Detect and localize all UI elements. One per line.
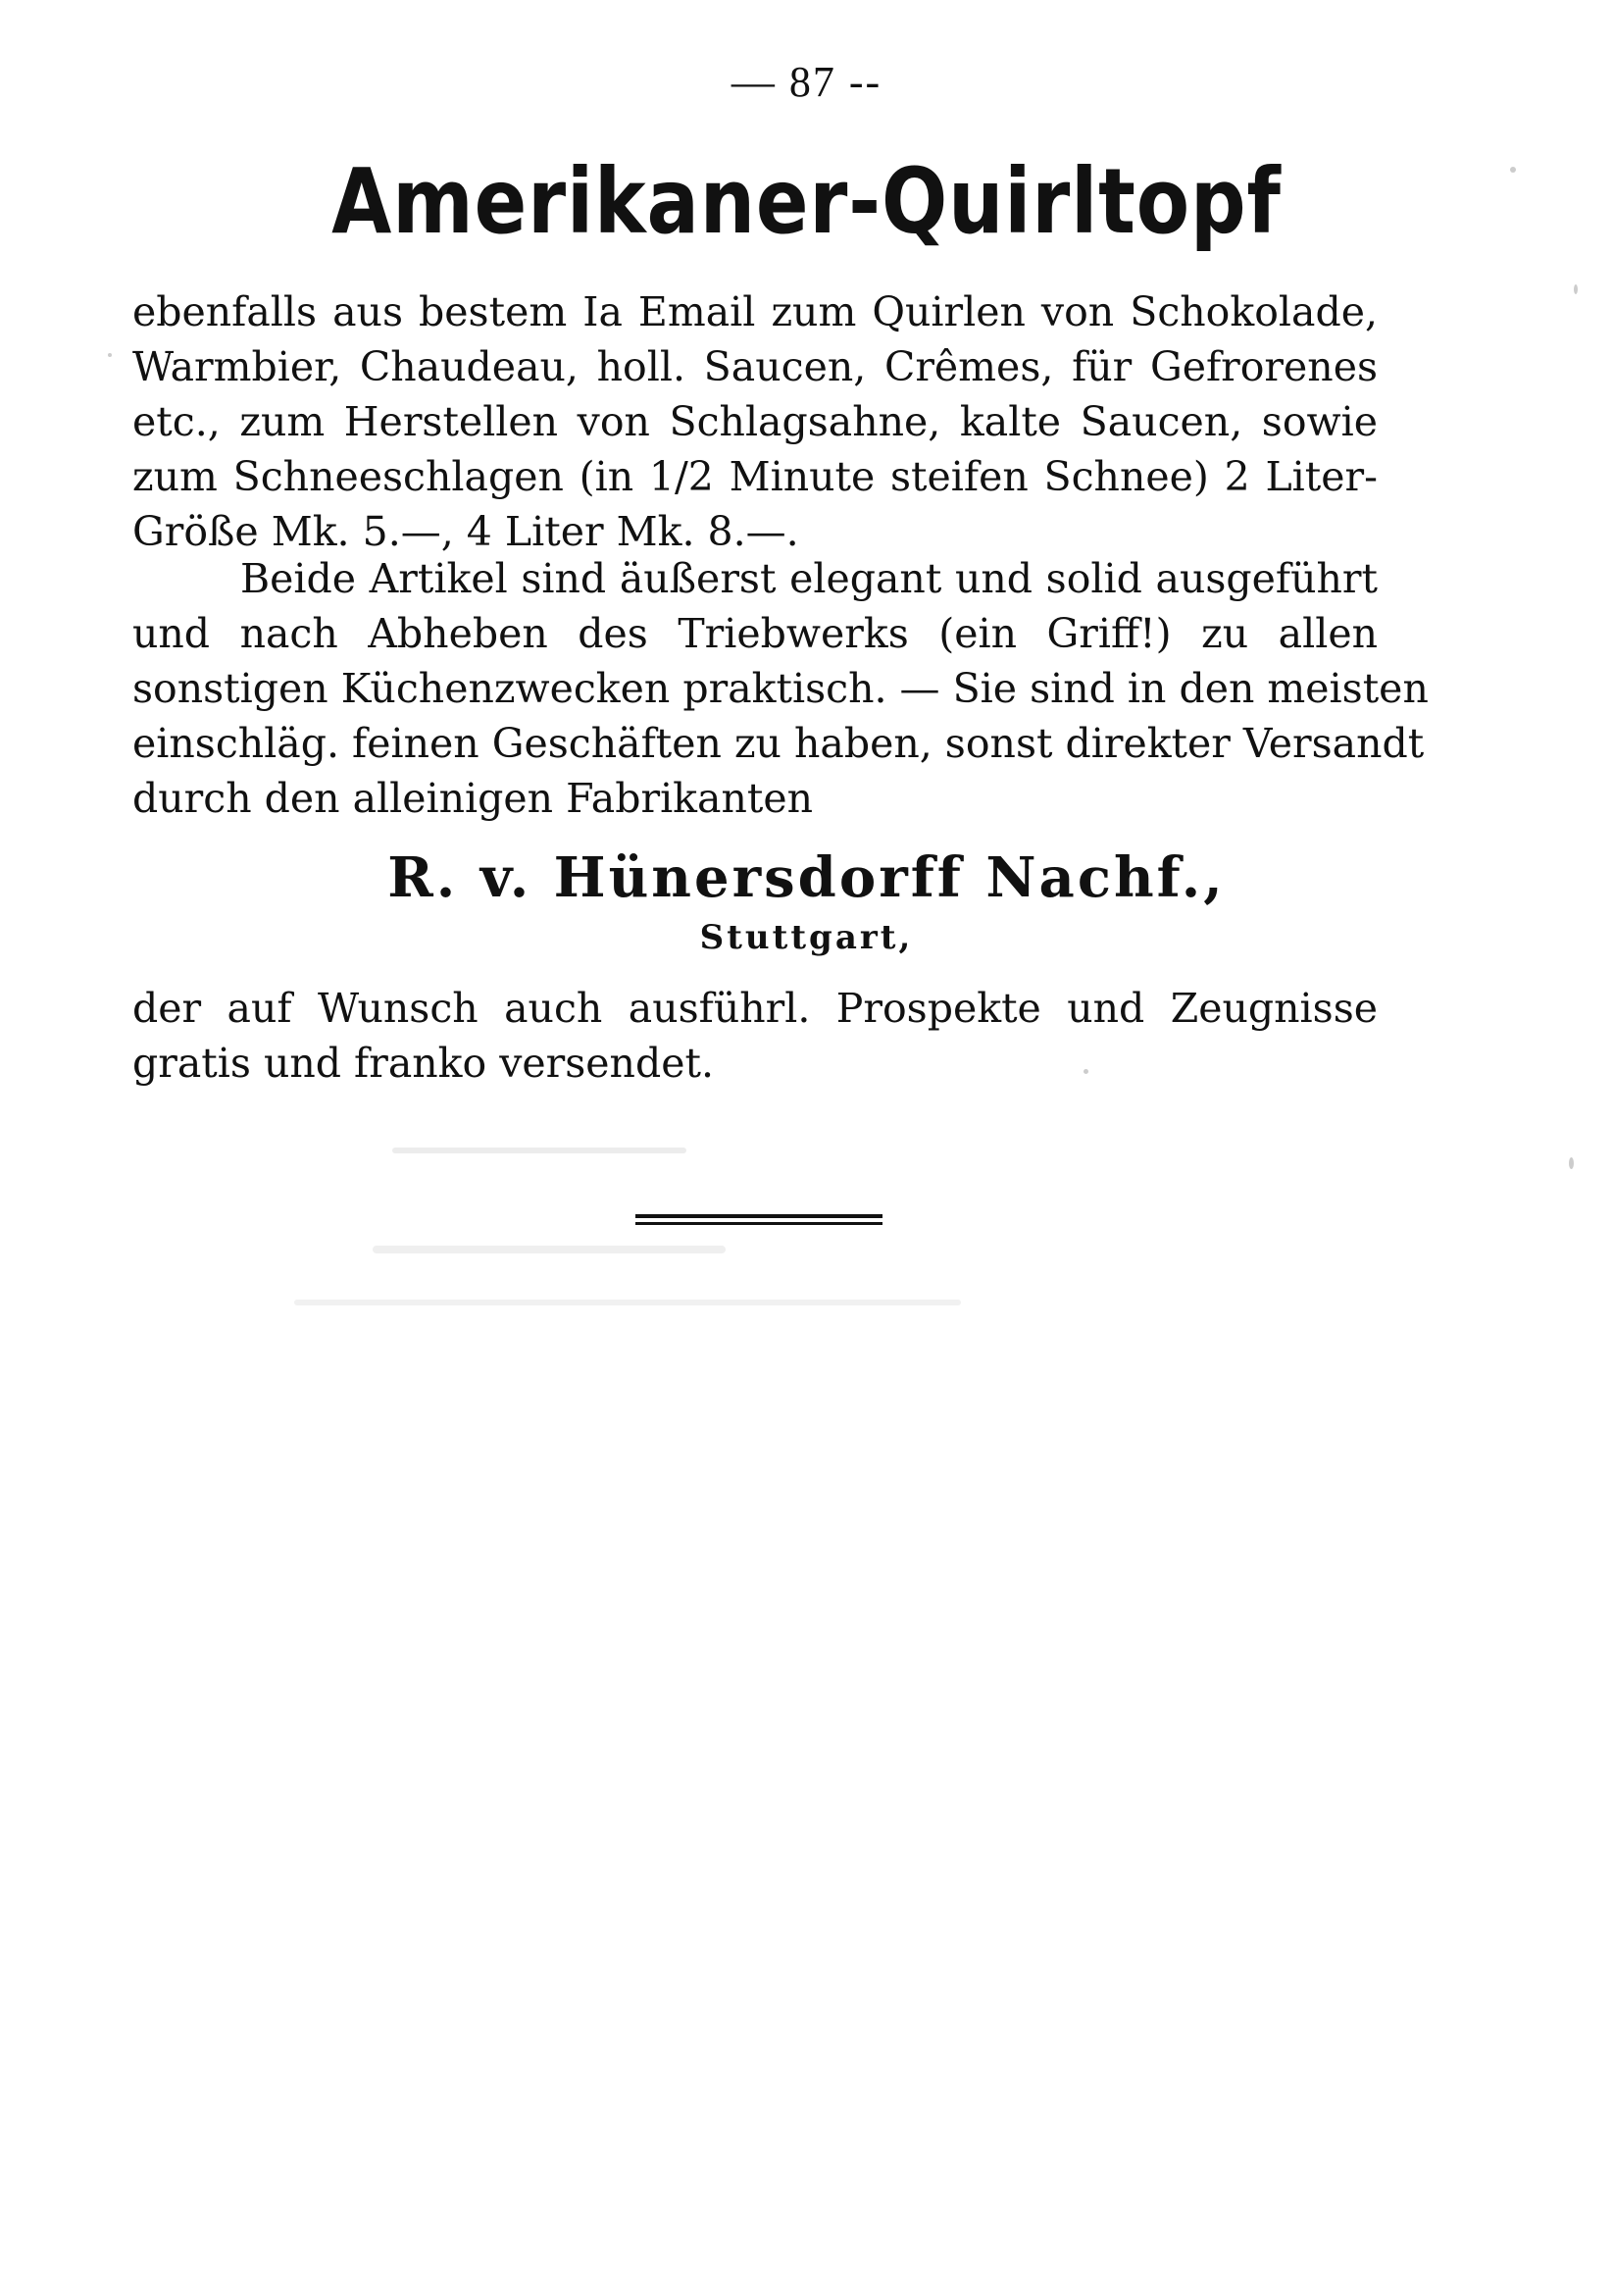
scan-speck [373,1246,726,1253]
text-line: etc., zum Herstellen von Schlagsahne, kalte Saucen, sowie [132,398,1378,445]
text-line: zum Schneeschlagen (in 1/2 Minute steifen Schnee) 2 Liter- [132,453,1378,500]
scan-speck [108,353,112,357]
paragraph-availability [132,551,1429,826]
scan-speck [1510,167,1516,173]
text-line: Größe Mk. 5.—, 4 Liter Mk. 8.—. [132,508,799,555]
company-city: Stuttgart, [699,918,914,957]
text-line: Beide Artikel sind äußerst elegant und solid ausgeführt [240,555,1378,602]
text-line: der auf Wunsch auch ausführl. Prospekte und Zeugnisse [132,985,1378,1032]
text-line: einschläg. feinen Geschäften zu haben, sonst direkter Versandt [132,720,1425,767]
scan-speck [294,1300,961,1305]
end-rule [635,1214,882,1218]
company-name: R. v. Hünersdorff Nachf., [387,845,1226,910]
text-line: gratis und franko versendet. [132,1040,714,1087]
end-rule [635,1222,882,1225]
page-number: — 87 -- [731,58,882,106]
text-line: Warmbier, Chaudeau, holl. Saucen, Crêmes, für Gefrorenes [132,343,1378,390]
scan-speck [1569,1157,1574,1169]
text-line: sonstigen Küchenzwecken praktisch. — Sie sind in den meisten [132,665,1429,712]
paragraph-product-description [132,284,1378,559]
page-title: Amerikaner-Quirltopf [331,149,1282,254]
scan-speck [1574,284,1578,294]
text-line: ebenfalls aus bestem Ia Email zum Quirlen von Schokolade, [132,288,1378,335]
paragraph-brochures [132,981,1378,1091]
text-line: durch den alleinigen Fabrikanten [132,775,814,822]
scan-speck [392,1148,686,1153]
scan-speck [1084,1069,1088,1074]
text-line: und nach Abheben des Triebwerks (ein Griff!) zu allen [132,610,1378,657]
